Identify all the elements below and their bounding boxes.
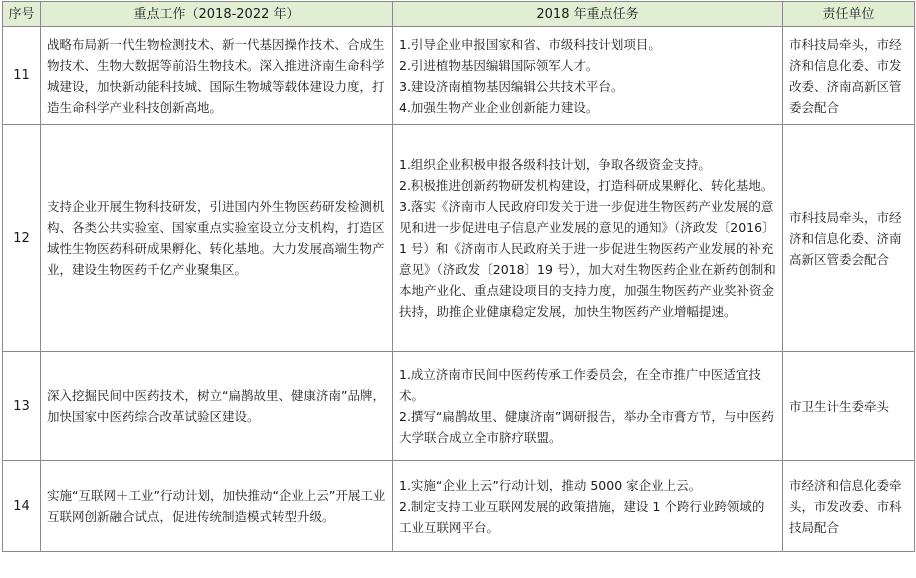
task-item: 1.引导企业申报国家和省、市级科技计划项目。 bbox=[399, 36, 661, 52]
task-item: 2.积极推进创新药物研发机构建设，打造科研成果孵化、转化基地。 bbox=[399, 178, 774, 193]
responsible-unit-cell: 市科技局牵头，市经济和信息化委、市发改委、济南高新区管委会配合 bbox=[783, 27, 915, 125]
responsible-unit-cell: 市经济和信息化委牵头，市发改委、市科技局配合 bbox=[783, 461, 915, 552]
table-row bbox=[3, 27, 915, 125]
row-number: 13 bbox=[3, 352, 41, 461]
task-item: 2.制定支持工业互联网发展的政策措施，建设 1 个跨行业跨领域的工业互联网平台。 bbox=[399, 498, 765, 535]
row-number: 12 bbox=[3, 125, 41, 352]
row-number: 11 bbox=[3, 27, 41, 125]
row-number: 14 bbox=[3, 461, 41, 552]
tasks-cell bbox=[393, 27, 783, 125]
responsible-unit-cell: 市卫生计生委牵头 bbox=[783, 352, 915, 461]
key-tasks-table bbox=[2, 1, 915, 552]
header-tasks: 2018 年重点任务 bbox=[393, 2, 783, 27]
key-work-cell: 深入挖掘民间中医药技术，树立“扁鹊故里、健康济南”品牌，加快国家中医药综合改革试验区建设。 bbox=[41, 352, 393, 461]
tasks-cell bbox=[393, 352, 783, 461]
task-item: 1.组织企业积极申报各级科技计划，争取各级资金支持。 bbox=[399, 157, 711, 172]
tasks-cell bbox=[393, 461, 783, 552]
table-row bbox=[3, 125, 915, 352]
table-row bbox=[3, 352, 915, 461]
task-item: 3.落实《济南市人民政府印发关于进一步促进生物医药产业发展的意见和进一步促进电子信息产业发展的意见的通知》（济政发〔2016〕1 号）和《济南市人民政府关于进一步促进生物医药产业发展的补充意见》（济政发〔2018〕19 号），加大对生物医药企业在新药创制和本地产业化、重点建设项目的支持力度，加强生物医药产业奖补资金扶持，助推企业健康稳定发展，加快生物医药产业增幅提速。 bbox=[399, 199, 776, 319]
task-item: 4.加强生物产业企业创新能力建设。 bbox=[399, 99, 599, 115]
header-work: 重点工作（2018-2022 年） bbox=[41, 2, 393, 27]
task-item: 2.撰写“扁鹊故里、健康济南”调研报告，举办全市膏方节，与中医药大学联合成立全市脐疗联盟。 bbox=[399, 409, 774, 445]
responsible-unit-cell: 市科技局牵头，市经济和信息化委、济南高新区管委会配合 bbox=[783, 125, 915, 352]
key-work-cell: 实施“互联网＋工业”行动计划，加快推动“企业上云”开展工业互联网创新融合试点，促进传统制造模式转型升级。 bbox=[41, 461, 393, 552]
task-item: 1.实施“企业上云”行动计划，推动 5000 家企业上云。 bbox=[399, 477, 702, 493]
table-header-row bbox=[3, 2, 915, 27]
header-no: 序号 bbox=[3, 2, 41, 27]
table-row bbox=[3, 461, 915, 552]
tasks-cell bbox=[393, 125, 783, 352]
task-item: 3.建设济南植物基因编辑公共技术平台。 bbox=[399, 78, 624, 94]
header-unit: 责任单位 bbox=[783, 2, 915, 27]
task-item: 1.成立济南市民间中医药传承工作委员会，在全市推广中医适宜技术。 bbox=[399, 367, 761, 403]
task-item: 2.引进植物基因编辑国际领军人才。 bbox=[399, 57, 599, 73]
key-work-cell: 战略布局新一代生物检测技术、新一代基因操作技术、合成生物技术、生物大数据等前沿生物技术。深入推进济南生命科学城建设，加快新动能科技城、国际生物城等载体建设力度，打造生命科学产业科技创新高地。 bbox=[41, 27, 393, 125]
key-work-cell: 支持企业开展生物科技研发，引进国内外生物医药研发检测机构、各类公共实验室、国家重点实验室设立分支机构，打造区域性生物医药科研成果孵化、转化基地。大力发展高端生物产业，建设生物医药千亿产业聚集区。 bbox=[41, 125, 393, 352]
